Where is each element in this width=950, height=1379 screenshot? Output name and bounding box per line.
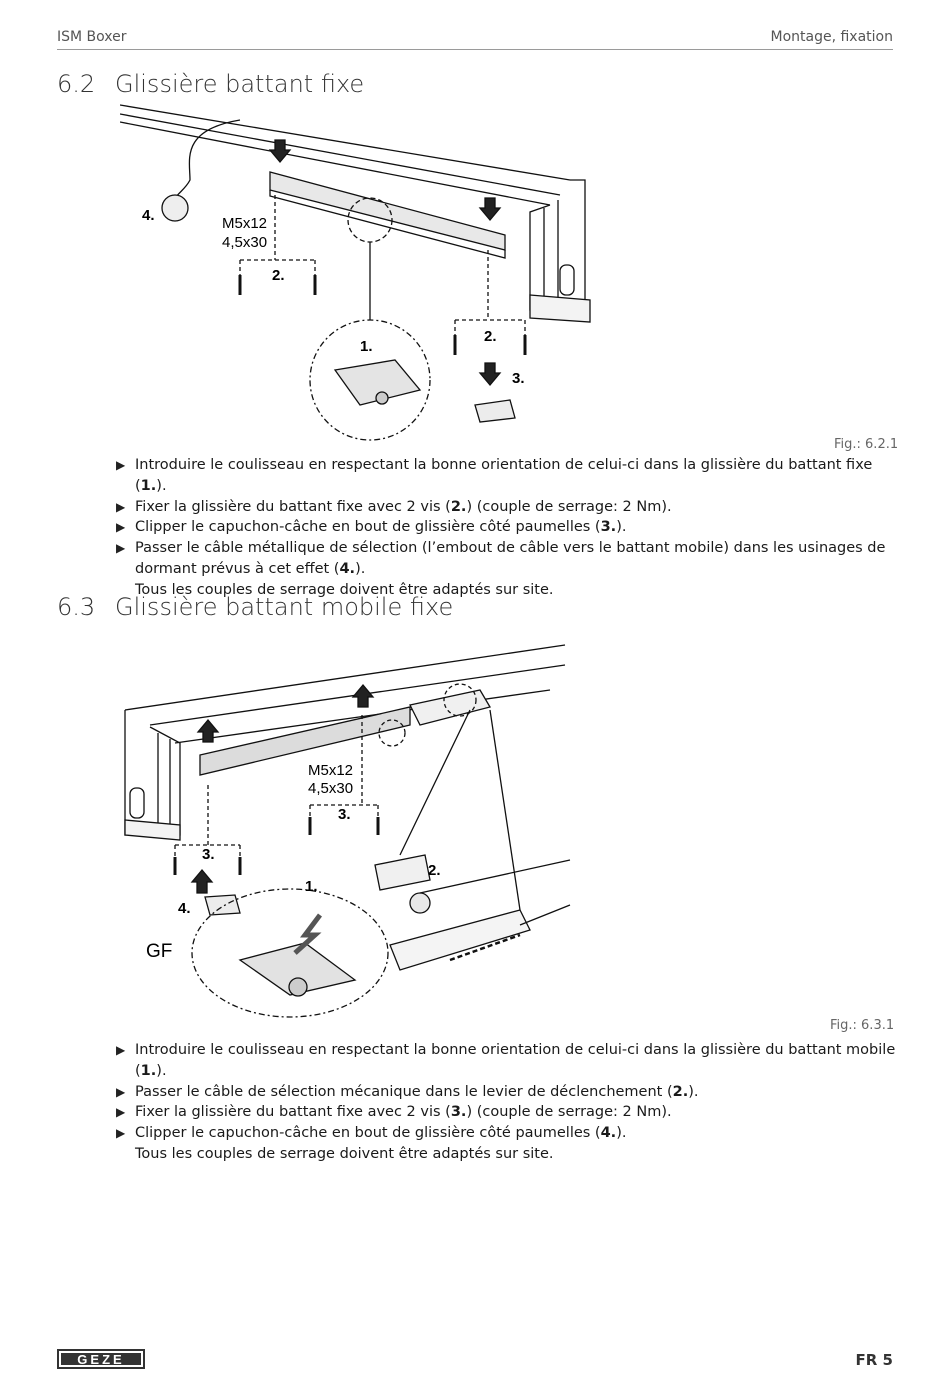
fig631-label-3a: 3. xyxy=(338,806,351,823)
header-rule xyxy=(57,49,893,50)
fig631-label-gf: GF xyxy=(146,941,173,962)
section-6-3-title xyxy=(57,593,453,621)
bullet-triangle-icon: ▶ xyxy=(116,1126,126,1141)
figure-6-2-1 xyxy=(120,100,600,445)
torque-note: Tous les couples de serrage doivent être adaptés sur site. xyxy=(135,1145,554,1162)
step-item: ▶ Introduire le coulisseau en respectant la bonne orientation de celui-ci dans la glissière du battant fixe (1.). xyxy=(116,457,873,494)
step-item: ▶ Passer le câble de sélection mécanique dans le levier de déclenchement (2.). xyxy=(116,1082,896,1103)
page-number: FR 5 xyxy=(855,1351,893,1369)
fig621-screw-spec-2: 4,5x30 xyxy=(222,234,268,251)
step-item: ▶ Clipper le capuchon-câche en bout de glissière côté paumelles (4.). xyxy=(116,1123,896,1144)
step-item: ▶ Introduire le coulisseau en respectant la bonne orientation de celui-ci dans la glissière du battant mobile (1.). xyxy=(116,1042,896,1079)
fig621-label-3: 3. xyxy=(512,370,525,387)
section-title: Glissière battant fixe xyxy=(115,70,365,98)
section-6-2-title xyxy=(57,70,364,98)
bullet-triangle-icon: ▶ xyxy=(116,499,126,514)
section-6-2-steps xyxy=(116,455,896,601)
fig631-label-4: 4. xyxy=(178,900,191,917)
section-number: 6.3 xyxy=(57,593,96,621)
step-item: ▶ Passer le câble métallique de sélection (l’embout de câble vers le battant mobile) dans les usinages de dormant prévus à cet effet (4.). xyxy=(116,540,886,577)
fig621-label-1: 1. xyxy=(360,338,373,355)
figure-6-2-1-caption: Fig.: 6.2.1 xyxy=(834,437,899,452)
step-item: ▶ Clipper le capuchon-câche en bout de glissière côté paumelles (3.). xyxy=(116,517,896,538)
section-6-3-steps xyxy=(116,1040,896,1165)
fig621-label-2a: 2. xyxy=(272,267,285,284)
header-chapter: Montage, fixation xyxy=(770,29,893,45)
fig631-label-3b: 3. xyxy=(202,846,215,863)
bullet-triangle-icon: ▶ xyxy=(116,1084,126,1099)
logo-text: GEZE xyxy=(77,1352,125,1367)
step-item: ▶ Fixer la glissière du battant fixe avec 2 vis (2.) (couple de serrage: 2 Nm). xyxy=(116,497,896,518)
step-item: ▶ Fixer la glissière du battant fixe avec 2 vis (3.) (couple de serrage: 2 Nm). xyxy=(116,1102,896,1123)
geze-logo xyxy=(57,1349,145,1369)
bullet-triangle-icon: ▶ xyxy=(116,520,126,535)
fig631-label-1: 1. xyxy=(305,878,318,895)
fig621-label-4: 4. xyxy=(142,207,155,224)
section-title: Glissière battant mobile fixe xyxy=(115,593,454,621)
fig631-screw-spec-1: M5x12 xyxy=(308,762,354,779)
fig631-label-2: 2. xyxy=(428,862,441,879)
header-product: ISM Boxer xyxy=(57,29,127,45)
section-number: 6.2 xyxy=(57,70,96,98)
fig621-label-2b: 2. xyxy=(484,328,497,345)
bullet-triangle-icon: ▶ xyxy=(116,458,126,472)
bullet-triangle-icon: ▶ xyxy=(116,1043,126,1057)
figure-6-3-1-caption: Fig.: 6.3.1 xyxy=(830,1018,895,1033)
fig631-screw-spec-2: 4,5x30 xyxy=(308,780,354,797)
figure-6-3-1 xyxy=(120,635,580,1020)
torque-note: Tous les couples de serrage doivent être adaptés sur site. xyxy=(135,581,554,598)
fig621-screw-spec-1: M5x12 xyxy=(222,215,268,232)
bullet-triangle-icon: ▶ xyxy=(116,1105,126,1120)
bullet-triangle-icon: ▶ xyxy=(116,541,126,556)
